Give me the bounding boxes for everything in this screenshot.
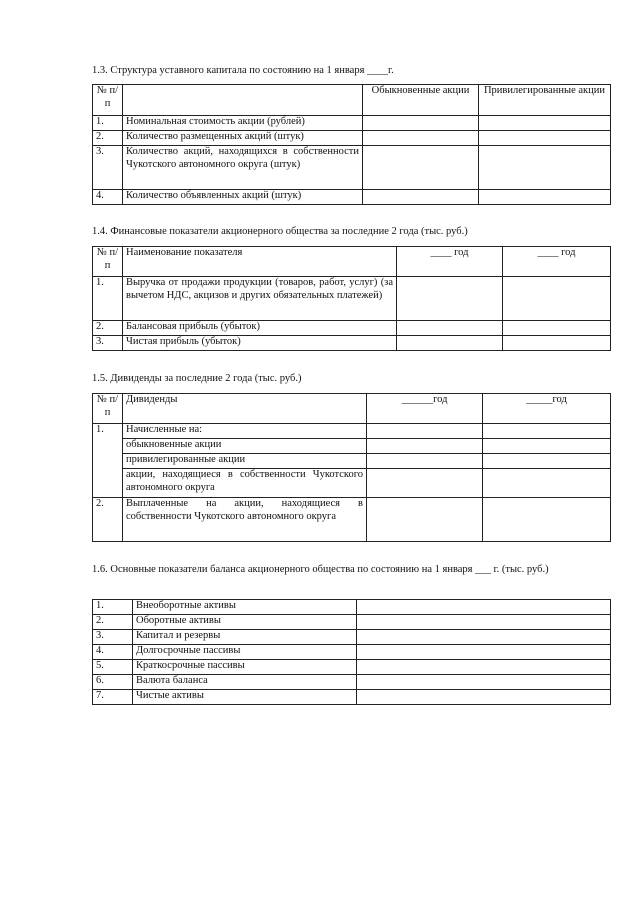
value-cell	[397, 321, 503, 336]
row-label: Чистые активы	[133, 690, 357, 705]
col-header-name: Дивиденды	[123, 394, 367, 424]
table-row	[93, 469, 611, 498]
financial-indicators-table	[92, 246, 611, 351]
row-num: 2.	[93, 131, 123, 146]
row-label: Долгосрочные пассивы	[133, 645, 357, 660]
value-cell	[367, 498, 483, 542]
row-label: Выплаченные на акции, находящиеся в собственности Чукотского автономного округа	[123, 498, 367, 542]
row-num: 2.	[93, 615, 133, 630]
col-header-name: Наименование показателя	[123, 247, 397, 277]
table-row	[93, 116, 611, 131]
table-row	[93, 321, 611, 336]
value-cell	[397, 277, 503, 321]
row-num: 6.	[93, 675, 133, 690]
value-cell	[357, 645, 611, 660]
value-cell	[503, 321, 611, 336]
col-header-year1: ____ год	[397, 247, 503, 277]
row-label: Номинальная стоимость акции (рублей)	[123, 116, 363, 131]
table-row	[93, 454, 611, 469]
section-1-3-heading: 1.3. Структура уставного капитала по состоянию на 1 января ____г.	[92, 65, 394, 76]
row-label: привилегированные акции	[123, 454, 367, 469]
value-cell	[479, 116, 611, 131]
row-num: 1.	[93, 600, 133, 615]
row-num: 2.	[93, 498, 123, 542]
value-cell	[363, 146, 479, 190]
value-cell	[397, 336, 503, 351]
value-cell	[483, 424, 611, 439]
col-header-num: № п/п	[93, 85, 123, 116]
row-num: 1.	[93, 277, 123, 321]
col-header-preferred: Привилегированные акции	[479, 85, 611, 116]
col-header-blank	[123, 85, 363, 116]
value-cell	[367, 454, 483, 469]
col-header-ordinary: Обыкновенные акции	[363, 85, 479, 116]
value-cell	[479, 146, 611, 190]
table-row	[93, 498, 611, 542]
col-header-year2: _____год	[483, 394, 611, 424]
dividends-table	[92, 393, 611, 542]
row-num: 3.	[93, 336, 123, 351]
value-cell	[483, 498, 611, 542]
table-row	[93, 690, 611, 705]
table-row	[93, 336, 611, 351]
table-row	[93, 277, 611, 321]
row-num: 3.	[93, 146, 123, 190]
section-1-5-heading: 1.5. Дивиденды за последние 2 года (тыс. руб.)	[92, 373, 302, 384]
row-label: Количество акций, находящихся в собственности Чукотского автономного округа (штук)	[123, 146, 363, 190]
value-cell	[357, 690, 611, 705]
value-cell	[357, 615, 611, 630]
col-header-year1: ______год	[367, 394, 483, 424]
table-row	[93, 630, 611, 645]
capital-structure-table	[92, 84, 611, 205]
balance-indicators-table	[92, 599, 611, 705]
row-label: Валюта баланса	[133, 675, 357, 690]
value-cell	[479, 190, 611, 205]
value-cell	[363, 190, 479, 205]
value-cell	[367, 439, 483, 454]
row-label: Количество размещенных акций (штук)	[123, 131, 363, 146]
col-header-num: № п/п	[93, 394, 123, 424]
col-header-year2: ____ год	[503, 247, 611, 277]
table-row	[93, 146, 611, 190]
table-row	[93, 190, 611, 205]
value-cell	[363, 131, 479, 146]
table-row	[93, 131, 611, 146]
row-num	[93, 439, 123, 454]
value-cell	[483, 469, 611, 498]
row-num	[93, 469, 123, 498]
row-label: Капитал и резервы	[133, 630, 357, 645]
table-row	[93, 645, 611, 660]
value-cell	[483, 454, 611, 469]
value-cell	[357, 600, 611, 615]
col-header-num: № п/п	[93, 247, 123, 277]
row-label: обыкновенные акции	[123, 439, 367, 454]
row-label: Количество объявленных акций (штук)	[123, 190, 363, 205]
row-label: Оборотные активы	[133, 615, 357, 630]
value-cell	[479, 131, 611, 146]
value-cell	[483, 439, 611, 454]
section-1-4-heading: 1.4. Финансовые показатели акционерного общества за последние 2 года (тыс. руб.)	[92, 226, 468, 237]
row-label: Начисленные на:	[123, 424, 367, 439]
value-cell	[367, 424, 483, 439]
table-row	[93, 615, 611, 630]
row-label: Краткосрочные пассивы	[133, 660, 357, 675]
row-num: 7.	[93, 690, 133, 705]
row-label: акции, находящиеся в собственности Чукотского автономного округа	[123, 469, 367, 498]
value-cell	[357, 630, 611, 645]
value-cell	[503, 336, 611, 351]
section-1-6-heading: 1.6. Основные показатели баланса акционерного общества по состоянию на 1 января ___ г. (тыс. руб.)	[92, 564, 549, 575]
table-row	[93, 600, 611, 615]
table-row	[93, 439, 611, 454]
row-label: Внеоборотные активы	[133, 600, 357, 615]
row-num: 4.	[93, 190, 123, 205]
table-row	[93, 424, 611, 439]
row-num: 5.	[93, 660, 133, 675]
row-num: 4.	[93, 645, 133, 660]
row-num: 1.	[93, 424, 123, 439]
row-num: 1.	[93, 116, 123, 131]
value-cell	[503, 277, 611, 321]
value-cell	[367, 469, 483, 498]
value-cell	[357, 660, 611, 675]
row-label: Балансовая прибыль (убыток)	[123, 321, 397, 336]
table-row	[93, 675, 611, 690]
row-num	[93, 454, 123, 469]
row-label: Выручка от продажи продукции (товаров, работ, услуг) (за вычетом НДС, акцизов и других обязательных платежей)	[123, 277, 397, 321]
table-row	[93, 660, 611, 675]
row-label: Чистая прибыль (убыток)	[123, 336, 397, 351]
value-cell	[363, 116, 479, 131]
value-cell	[357, 675, 611, 690]
row-num: 3.	[93, 630, 133, 645]
row-num: 2.	[93, 321, 123, 336]
